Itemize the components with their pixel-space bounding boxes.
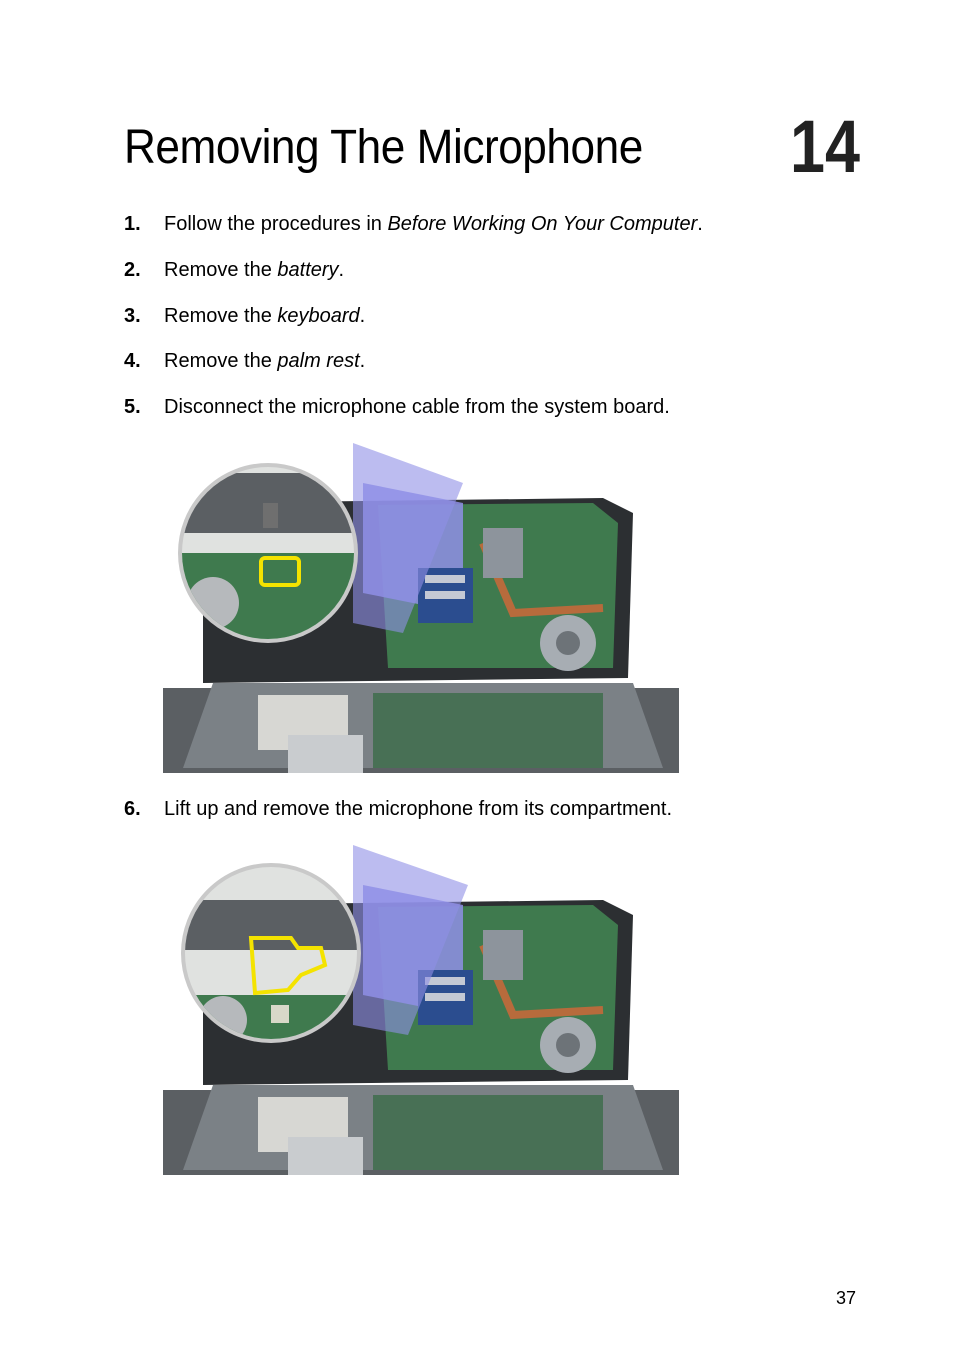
step-number: 1. bbox=[124, 213, 141, 235]
laptop-board-photo-2 bbox=[163, 845, 679, 1175]
step-6 bbox=[124, 798, 672, 821]
figure-remove-microphone bbox=[163, 845, 679, 1175]
step-link-text: Before Working On Your Computer bbox=[387, 213, 698, 235]
step-link-text: keyboard bbox=[277, 305, 360, 327]
step-link-text: battery bbox=[277, 259, 339, 281]
step-link-text: palm rest bbox=[277, 350, 360, 372]
laptop-board-photo-1 bbox=[163, 443, 679, 773]
step-2 bbox=[124, 259, 344, 282]
step-text: Follow the procedures in bbox=[164, 213, 388, 235]
step-text: Disconnect the microphone cable from the system board. bbox=[164, 396, 670, 418]
step-number: 5. bbox=[124, 396, 141, 418]
chapter-title: Removing The Microphone bbox=[124, 121, 643, 174]
step-5 bbox=[124, 396, 670, 419]
page-number: 37 bbox=[836, 1288, 857, 1308]
step-number: 6. bbox=[124, 798, 141, 820]
step-3 bbox=[124, 305, 365, 328]
step-suffix: . bbox=[697, 213, 703, 235]
step-4 bbox=[124, 350, 365, 373]
step-number: 2. bbox=[124, 259, 141, 281]
step-suffix: . bbox=[359, 305, 366, 327]
step-text: Remove the bbox=[164, 305, 278, 327]
step-text: Lift up and remove the microphone from its compartment. bbox=[164, 798, 673, 820]
step-text: Remove the bbox=[164, 350, 278, 372]
step-suffix: . bbox=[359, 350, 366, 372]
step-number: 3. bbox=[124, 305, 141, 327]
figure-disconnect-cable bbox=[163, 443, 679, 773]
step-suffix: . bbox=[338, 259, 345, 281]
step-text: Remove the bbox=[164, 259, 278, 281]
step-number: 4. bbox=[124, 350, 141, 372]
chapter-number: 14 bbox=[790, 105, 860, 188]
step-1 bbox=[124, 213, 703, 236]
